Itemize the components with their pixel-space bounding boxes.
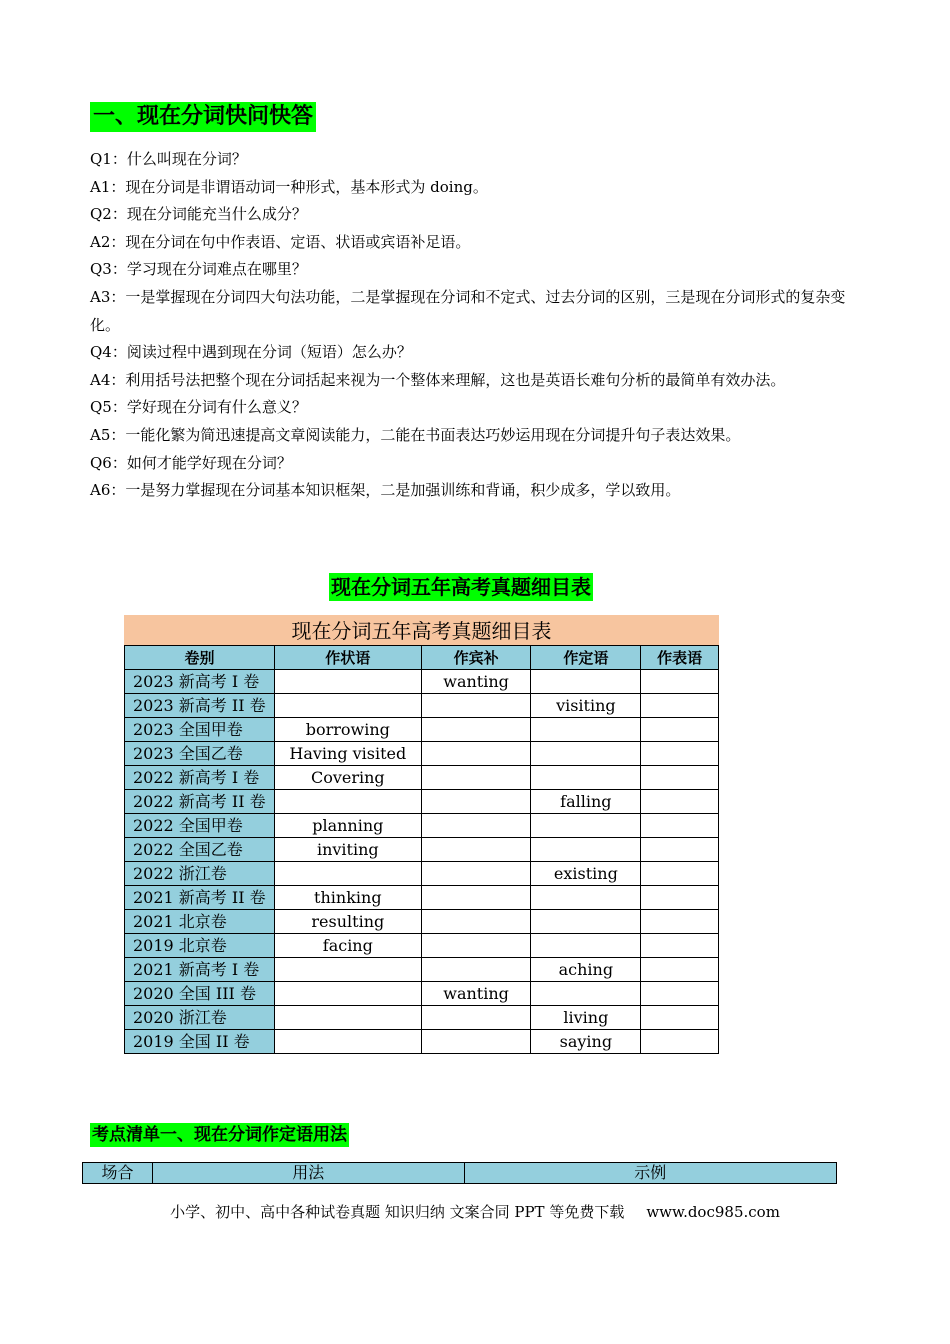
value-cell	[274, 982, 421, 1006]
table-header-row	[125, 646, 719, 670]
qa-item: Q4：阅读过程中遇到现在分词（短语）怎么办？	[90, 343, 412, 362]
value-cell	[641, 742, 719, 766]
table-row	[125, 862, 719, 886]
value-cell	[421, 790, 531, 814]
column-header: 作表语	[641, 646, 719, 670]
qa-list	[90, 146, 870, 505]
paper-cell: 2023 新高考 I 卷	[125, 670, 275, 694]
table-row	[125, 694, 719, 718]
value-cell	[421, 766, 531, 790]
value-cell	[641, 838, 719, 862]
value-cell: Having visited	[274, 742, 421, 766]
value-cell	[531, 718, 641, 742]
paper-cell: 2021 新高考 I 卷	[125, 958, 275, 982]
value-cell	[421, 814, 531, 838]
value-cell	[641, 934, 719, 958]
column-header: 作宾补	[421, 646, 531, 670]
value-cell	[641, 718, 719, 742]
qa-item: A5：一能化繁为简迅速提高文章阅读能力，二能在书面表达巧妙运用现在分词提升句子表达效果。	[90, 425, 741, 444]
value-cell	[421, 862, 531, 886]
table-row	[125, 790, 719, 814]
paper-cell: 2019 北京卷	[125, 934, 275, 958]
paper-cell: 2021 新高考 II 卷	[125, 886, 275, 910]
column-header: 场合	[83, 1163, 153, 1184]
table-row	[125, 670, 719, 694]
value-cell	[641, 670, 719, 694]
value-cell: Covering	[274, 766, 421, 790]
section-title: 一、现在分词快问快答	[90, 102, 316, 132]
column-header: 示例	[464, 1163, 837, 1184]
value-cell: resulting	[274, 910, 421, 934]
value-cell	[421, 838, 531, 862]
column-header: 作定语	[531, 646, 641, 670]
value-cell	[641, 814, 719, 838]
value-cell	[531, 766, 641, 790]
table-row	[125, 958, 719, 982]
value-cell	[641, 862, 719, 886]
value-cell	[274, 694, 421, 718]
paper-cell: 2022 新高考 I 卷	[125, 766, 275, 790]
value-cell	[531, 910, 641, 934]
value-cell	[421, 958, 531, 982]
value-cell	[641, 790, 719, 814]
value-cell	[421, 718, 531, 742]
value-cell	[274, 862, 421, 886]
qa-item: A3：一是掌握现在分词四大句法功能，二是掌握现在分词和不定式、过去分词的区别，三是现在分词形式的复杂变化。	[90, 287, 846, 334]
value-cell	[641, 958, 719, 982]
page-footer	[0, 1201, 950, 1223]
table-row	[125, 718, 719, 742]
paper-cell: 2023 全国乙卷	[125, 742, 275, 766]
usage-table	[82, 1162, 837, 1184]
value-cell: falling	[531, 790, 641, 814]
qa-item: Q3：学习现在分词难点在哪里？	[90, 260, 307, 279]
column-header: 作状语	[274, 646, 421, 670]
value-cell: borrowing	[274, 718, 421, 742]
footer-text: 小学、初中、高中各种试卷真题 知识归纳 文案合同 PPT 等免费下载	[170, 1203, 625, 1221]
paper-cell: 2019 全国 II 卷	[125, 1030, 275, 1054]
table-heading: 现在分词五年高考真题细目表	[331, 575, 591, 599]
value-cell	[421, 886, 531, 910]
value-cell	[531, 982, 641, 1006]
value-cell: planning	[274, 814, 421, 838]
paper-cell: 2023 全国甲卷	[125, 718, 275, 742]
value-cell	[531, 838, 641, 862]
paper-cell: 2020 全国 III 卷	[125, 982, 275, 1006]
value-cell	[531, 934, 641, 958]
table-row	[125, 766, 719, 790]
qa-item: Q5：学好现在分词有什么意义？	[90, 398, 307, 417]
table-header-row	[83, 1163, 837, 1184]
paper-cell: 2020 浙江卷	[125, 1006, 275, 1030]
value-cell	[531, 814, 641, 838]
table-row	[125, 886, 719, 910]
qa-item: Q1：什么叫现在分词？	[90, 150, 247, 168]
value-cell	[274, 790, 421, 814]
column-header: 卷别	[125, 646, 275, 670]
value-cell: wanting	[421, 670, 531, 694]
value-cell	[531, 670, 641, 694]
value-cell: inviting	[274, 838, 421, 862]
qa-item: Q6：如何才能学好现在分词？	[90, 453, 292, 472]
value-cell	[531, 886, 641, 910]
qa-item: A2：现在分词在句中作表语、定语、状语或宾语补足语。	[90, 232, 471, 251]
value-cell	[641, 910, 719, 934]
column-header: 用法	[152, 1163, 464, 1184]
value-cell	[274, 670, 421, 694]
qa-item: A1：现在分词是非谓语动词一种形式，基本形式为 doing。	[90, 177, 488, 196]
table-row	[125, 1006, 719, 1030]
table-row	[125, 1030, 719, 1054]
value-cell	[421, 742, 531, 766]
table-row	[125, 814, 719, 838]
value-cell	[421, 934, 531, 958]
value-cell: aching	[531, 958, 641, 982]
section-title: 考点清单一、现在分词作定语用法	[92, 1125, 347, 1145]
table-row	[125, 934, 719, 958]
value-cell	[421, 1030, 531, 1054]
value-cell: visiting	[531, 694, 641, 718]
table-caption: 现在分词五年高考真题细目表	[125, 616, 719, 646]
table-row	[125, 982, 719, 1006]
value-cell	[274, 958, 421, 982]
qa-item: A4：利用括号法把整个现在分词括起来视为一个整体来理解，这也是英语长难句分析的最简单有效办法。	[90, 370, 786, 389]
value-cell	[641, 982, 719, 1006]
paper-cell: 2022 全国甲卷	[125, 814, 275, 838]
value-cell: wanting	[421, 982, 531, 1006]
qa-item: Q2：现在分词能充当什么成分？	[90, 205, 307, 224]
footer-link[interactable]: www.doc985.com	[646, 1203, 780, 1221]
exam-table	[124, 615, 719, 1054]
paper-cell: 2023 新高考 II 卷	[125, 694, 275, 718]
value-cell: existing	[531, 862, 641, 886]
value-cell: thinking	[274, 886, 421, 910]
value-cell	[421, 910, 531, 934]
value-cell	[421, 1006, 531, 1030]
value-cell: facing	[274, 934, 421, 958]
paper-cell: 2021 北京卷	[125, 910, 275, 934]
table-row	[125, 742, 719, 766]
qa-item: A6：一是努力掌握现在分词基本知识框架，二是加强训练和背诵，积少成多，学以致用。	[90, 481, 681, 500]
value-cell	[641, 694, 719, 718]
table-row	[125, 910, 719, 934]
paper-cell: 2022 新高考 II 卷	[125, 790, 275, 814]
value-cell	[641, 1030, 719, 1054]
paper-cell: 2022 全国乙卷	[125, 838, 275, 862]
table-row	[125, 838, 719, 862]
value-cell	[641, 1006, 719, 1030]
value-cell	[274, 1006, 421, 1030]
value-cell	[531, 742, 641, 766]
value-cell	[421, 694, 531, 718]
value-cell	[641, 886, 719, 910]
value-cell: living	[531, 1006, 641, 1030]
value-cell	[641, 766, 719, 790]
value-cell: saying	[531, 1030, 641, 1054]
paper-cell: 2022 浙江卷	[125, 862, 275, 886]
value-cell	[274, 1030, 421, 1054]
